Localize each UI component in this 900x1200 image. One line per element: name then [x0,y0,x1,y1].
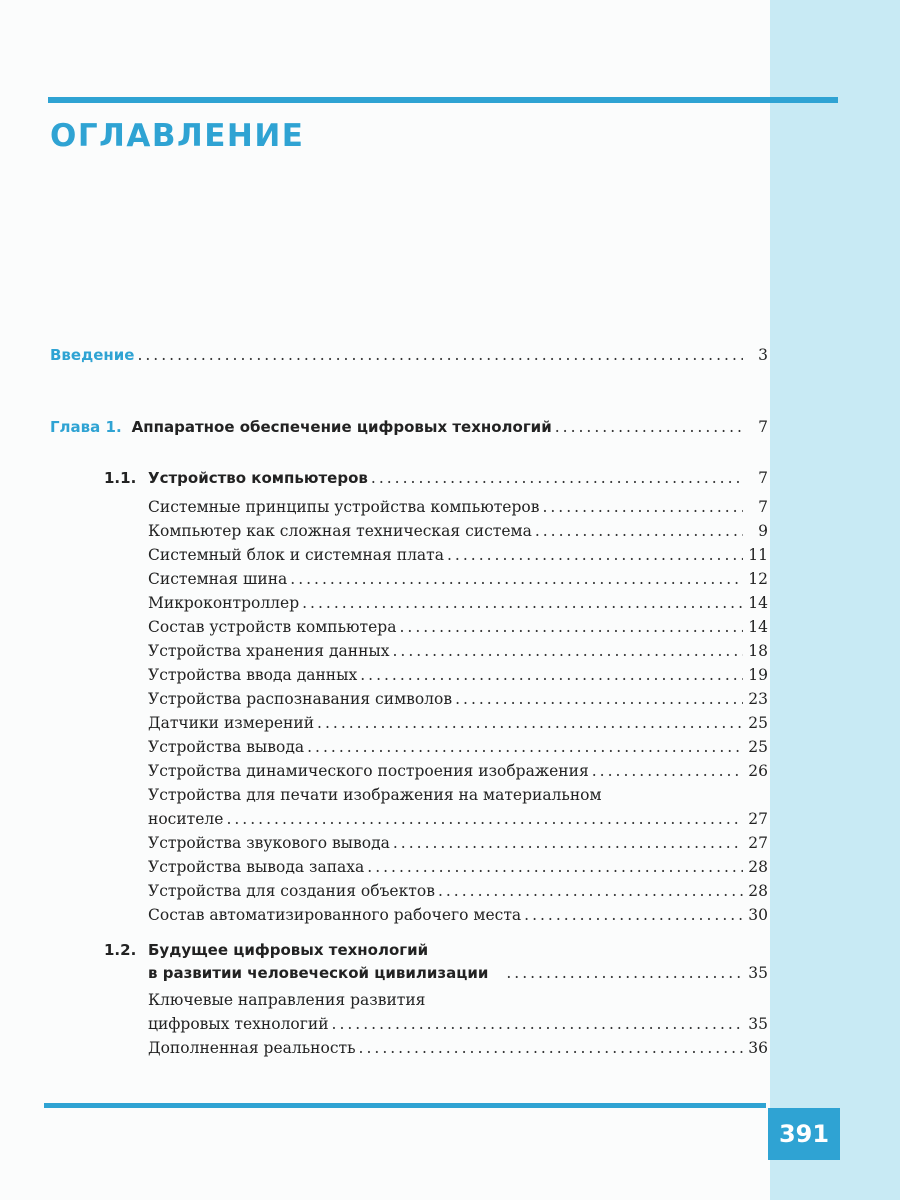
toc-entry-item[interactable] [148,759,768,783]
dot-leader [393,831,743,855]
page-ref: 7 [758,418,768,436]
dot-leader [524,903,743,927]
toc-item-title: Системная шина [148,570,288,588]
dot-leader [506,961,743,985]
chapter-label: Глава 1. [50,418,122,436]
dot-leader [307,735,743,759]
page-ref: 9 [758,522,768,540]
toc-entry-item[interactable] [148,615,768,639]
dot-leader [137,343,743,367]
dot-leader [535,519,743,543]
dot-leader [371,466,743,490]
toc-entry-item[interactable] [148,639,768,663]
toc-entry-intro[interactable] [50,343,768,367]
toc-entry-item[interactable] [148,543,768,567]
page-ref: 30 [748,906,768,924]
toc-entry-chapter-1[interactable] [50,415,768,439]
toc-item-title: Устройства динамического построения изображения [148,762,589,780]
toc-item-title-line1: Ключевые направления развития [148,991,426,1009]
page-ref: 3 [758,346,768,364]
dot-leader [367,855,743,879]
toc-entry-item[interactable] [148,663,768,687]
dot-leader [447,543,743,567]
toc-item-title: Состав устройств компьютера [148,618,397,636]
toc-item-title: Системный блок и системная плата [148,546,444,564]
toc-item-title: Компьютер как сложная техническая система [148,522,532,540]
page-ref: 35 [748,1015,768,1033]
toc-entry-item[interactable] [148,807,768,831]
page-ref: 25 [748,714,768,732]
page-ref: 19 [748,666,768,684]
dot-leader [226,807,743,831]
page-ref: 27 [748,810,768,828]
toc-entry-item[interactable] [148,567,768,591]
toc-entry-item[interactable] [148,855,768,879]
dot-leader [302,591,743,615]
section-title-line2: в развитии человеческой цивилизации [148,964,489,982]
dot-leader [393,639,744,663]
page-ref: 23 [748,690,768,708]
toc-entry-item[interactable] [148,735,768,759]
top-rule [48,97,838,103]
chapter-title: Аппаратное обеспечение цифровых технологий [131,418,552,436]
page-ref: 25 [748,738,768,756]
section-title-line1: Будущее цифровых технологий [148,941,429,959]
page-title: ОГЛАВЛЕНИЕ [50,118,305,154]
toc-item-title: Устройства для создания объектов [148,882,435,900]
toc-item-title: Состав автоматизированного рабочего места [148,906,522,924]
page-ref: 7 [758,469,768,487]
toc-entry-item[interactable] [148,591,768,615]
bottom-rule [44,1103,766,1108]
side-strip [770,0,900,1200]
page-ref: 27 [748,834,768,852]
dot-leader [542,495,743,519]
toc-item-title: Дополненная реальность [148,1039,356,1057]
toc-item-title: Устройства вывода запаха [148,858,365,876]
page-ref: 35 [748,964,768,982]
page-ref: 36 [748,1039,768,1057]
toc-entry-item[interactable] [148,1036,768,1060]
toc-item-title: цифровых технологий [148,1015,329,1033]
dot-leader [399,615,743,639]
page-number: 391 [768,1108,840,1160]
dot-leader [317,711,743,735]
toc-item-title: Устройства звукового вывода [148,834,390,852]
toc-entry-item[interactable] [148,831,768,855]
page-ref: 28 [748,858,768,876]
toc-item-title: Датчики измерений [148,714,315,732]
section-number: 1.1. [104,469,137,487]
dot-leader [290,567,743,591]
page-ref: 18 [748,642,768,660]
page-ref: 11 [748,546,768,564]
page-ref: 28 [748,882,768,900]
toc-item-title: Устройства распознавания символов [148,690,453,708]
toc-entry-item[interactable] [148,1012,768,1036]
toc-item-title: Устройства вывода [148,738,305,756]
toc-item-title: Системные принципы устройства компьютеров [148,498,540,516]
page-ref: 12 [748,570,768,588]
toc-entry-item[interactable] [148,903,768,927]
dot-leader [360,663,743,687]
dot-leader [359,1036,743,1060]
section-title: Устройство компьютеров [148,469,368,487]
toc-item-title: носителе [148,810,224,828]
toc-entry-item[interactable] [148,495,768,519]
toc-item-title: Устройства хранения данных [148,642,390,660]
toc-entry-section-1-2[interactable] [148,961,768,985]
dot-leader [438,879,743,903]
intro-label: Введение [50,346,135,364]
dot-leader [555,415,743,439]
page-ref: 26 [748,762,768,780]
dot-leader [332,1012,743,1036]
toc-entry-item[interactable] [148,879,768,903]
toc-entry-item[interactable] [148,519,768,543]
page-ref: 7 [758,498,768,516]
dot-leader [455,687,743,711]
dot-leader [592,759,743,783]
section-number: 1.2. [104,941,137,959]
toc-entry-section-1-1[interactable] [148,466,768,490]
toc-item-title: Устройства ввода данных [148,666,358,684]
toc-item-title: Микроконтроллер [148,594,300,612]
page-ref: 14 [748,594,768,612]
page-ref: 14 [748,618,768,636]
toc-item-title-line1: Устройства для печати изображения на материальном [148,786,602,804]
toc-entry-item[interactable] [148,687,768,711]
toc-entry-item[interactable] [148,711,768,735]
